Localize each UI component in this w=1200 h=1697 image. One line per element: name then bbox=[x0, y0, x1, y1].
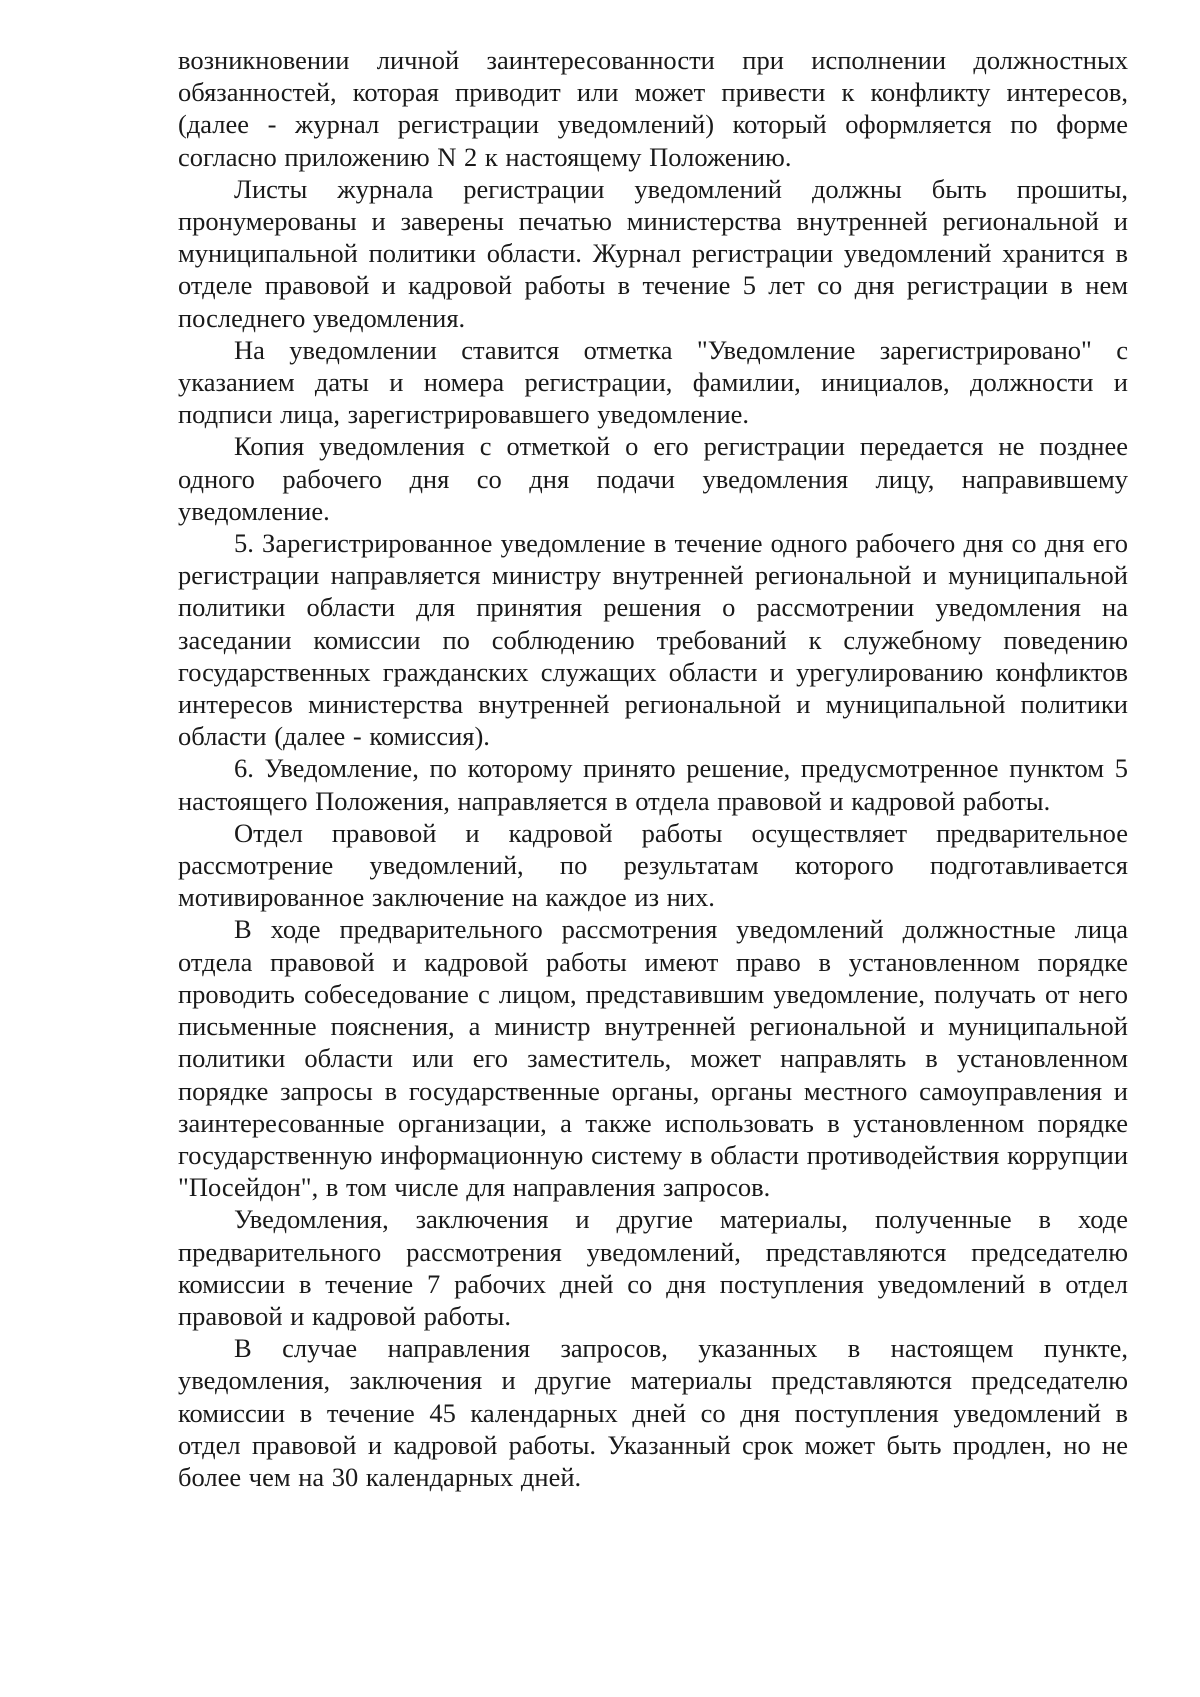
paragraph-review-rights: В ходе предварительного рассмотрения уведомлений должностные лица отдела правовой и кадровой работы имеют право в установленном порядке проводить собеседование с лицом, представившим уведомление, получать от него письменные пояснения, а министр внутренней региональной и муниципальной политики области или его заместитель, может направлять в установленном порядке запросы в государственные органы, органы местного самоуправления и заинтересованные организации, а также использовать в установленном порядке государственную информационную систему в области противодействия коррупции "Посейдон", в том числе для направления запросов. bbox=[178, 914, 1128, 1203]
paragraph-preliminary-review: Отдел правовой и кадровой работы осуществляет предварительное рассмотрение уведомлений, по результатам которого подготавливается мотивированное заключение на каждое из них. bbox=[178, 817, 1128, 913]
paragraph-item-5: 5. Зарегистрированное уведомление в течение одного рабочего дня со дня его регистрации направляется министру внутренней региональной и муниципальной политики области для принятия решения о рассмотрении уведомления на заседании комиссии по соблюдению требований к служебному поведению государственных гражданских служащих области и урегулированию конфликтов интересов министерства внутренней региональной и муниципальной политики области (далее - комиссия). bbox=[178, 528, 1128, 752]
paragraph-notice-copy: Копия уведомления с отметкой о его регистрации передается не позднее одного рабочего дня со дня подачи уведомления лицу, направившему уведомление. bbox=[178, 431, 1128, 526]
paragraph-continuation: возникновении личной заинтересованности при исполнении должностных обязанностей, которая приводит или может привести к конфликту интересов, (далее - журнал регистрации уведомлений) который оформляется по форме согласно приложению N 2 к настоящему Положению. bbox=[178, 45, 1128, 172]
paragraph-materials-7-days: Уведомления, заключения и другие материалы, полученные в ходе предварительного рассмотрения уведомлений, представляются председателю комиссии в течение 7 рабочих дней со дня поступления уведомлений в отдел правовой и кадровой работы. bbox=[178, 1204, 1128, 1331]
paragraph-item-6: 6. Уведомление, по которому принято решение, предусмотренное пунктом 5 настоящего Положения, направляется в отдела правовой и кадровой работы. bbox=[178, 753, 1128, 816]
paragraph-registration-mark: На уведомлении ставится отметка "Уведомление зарегистрировано" с указанием даты и номера регистрации, фамилии, инициалов, должности и подписи лица, зарегистрировавшего уведомление. bbox=[178, 334, 1128, 430]
document-body bbox=[178, 44, 1128, 1493]
paragraph-materials-45-days: В случае направления запросов, указанных в настоящем пункте, уведомления, заключения и другие материалы представляются председателю комиссии в течение 45 календарных дней со дня поступления уведомлений в отдел правовой и кадровой работы. Указанный срок может быть продлен, но не более чем на 30 календарных дней. bbox=[178, 1333, 1128, 1492]
paragraph-journal-sheets: Листы журнала регистрации уведомлений должны быть прошиты, пронумерованы и заверены печатью министерства внутренней региональной и муниципальной политики области. Журнал регистрации уведомлений хранится в отделе правовой и кадровой работы в течение 5 лет со дня регистрации в нем последнего уведомления. bbox=[178, 173, 1128, 333]
